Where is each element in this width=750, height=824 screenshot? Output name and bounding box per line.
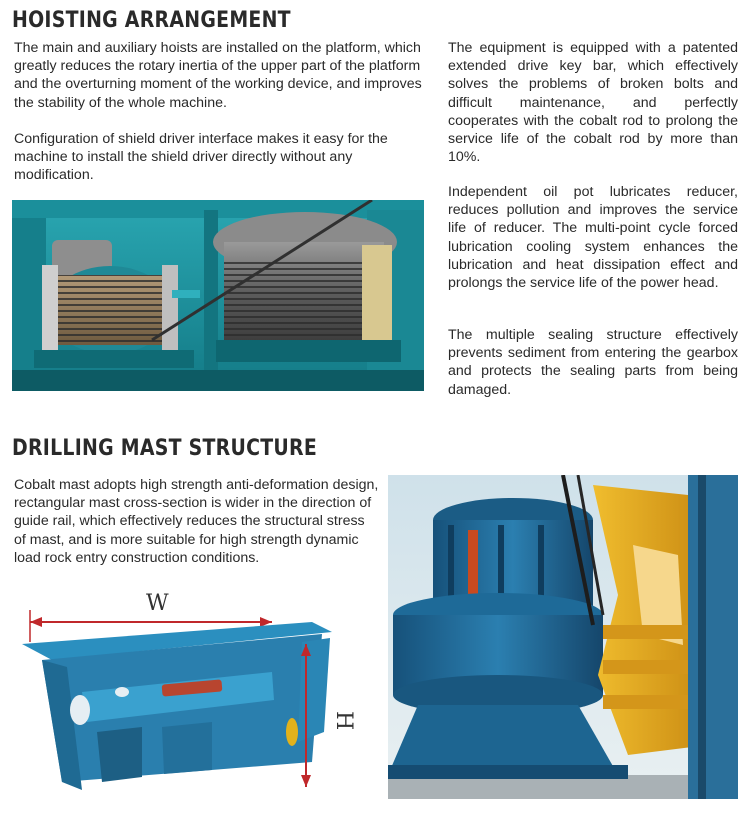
- hoisting-title: HOISTING ARRANGEMENT: [12, 8, 291, 33]
- mast-title: DRILLING MAST STRUCTURE: [12, 436, 318, 461]
- height-label: H: [331, 711, 356, 731]
- mast-paragraph: Cobalt mast adopts high strength anti-deformation design, rectangular mast cross-section is wider in the direction of guide rail, which effectively reduces the structural stress of mast, and is more suitable for high strength dynamic load rock entry construction conditions.: [14, 477, 379, 566]
- winch-photo: [12, 200, 424, 391]
- hoisting-left-paragraph-1: The main and auxiliary hoists are installed on the platform, which greatly reduces the rotary inertia of the upper part of the platform and the overturning moment of the working device, and improves the stability of the whole machine.: [14, 40, 422, 111]
- hoisting-right-paragraph-3: The multiple sealing structure effectively prevents sediment from entering the gearbox and protects the sealing parts from being damaged.: [448, 327, 738, 398]
- hoisting-right-paragraph-1: The equipment is equipped with a patented extended drive key bar, which effectively solves the problems of broken bolts and difficult maintenance, and perfectly cooperates with the cobalt rod to prolong the service life of the cobalt rod by more than 10%.: [448, 40, 738, 166]
- hoisting-right-paragraph-2: Independent oil pot lubricates reducer, reduces pollution and improves the service life of reducer. The multi-point cycle forced lubrication cooling system enhances the lubrication and heat dissipation effect and prolongs the service life of the power head.: [448, 184, 738, 292]
- width-label: W: [146, 591, 169, 616]
- mast-section-diagram: [12, 582, 372, 792]
- power-head-photo: [388, 475, 738, 799]
- hoisting-left-paragraph-2: Configuration of shield driver interface makes it easy for the machine to install the shield driver directly without any modification.: [14, 131, 388, 184]
